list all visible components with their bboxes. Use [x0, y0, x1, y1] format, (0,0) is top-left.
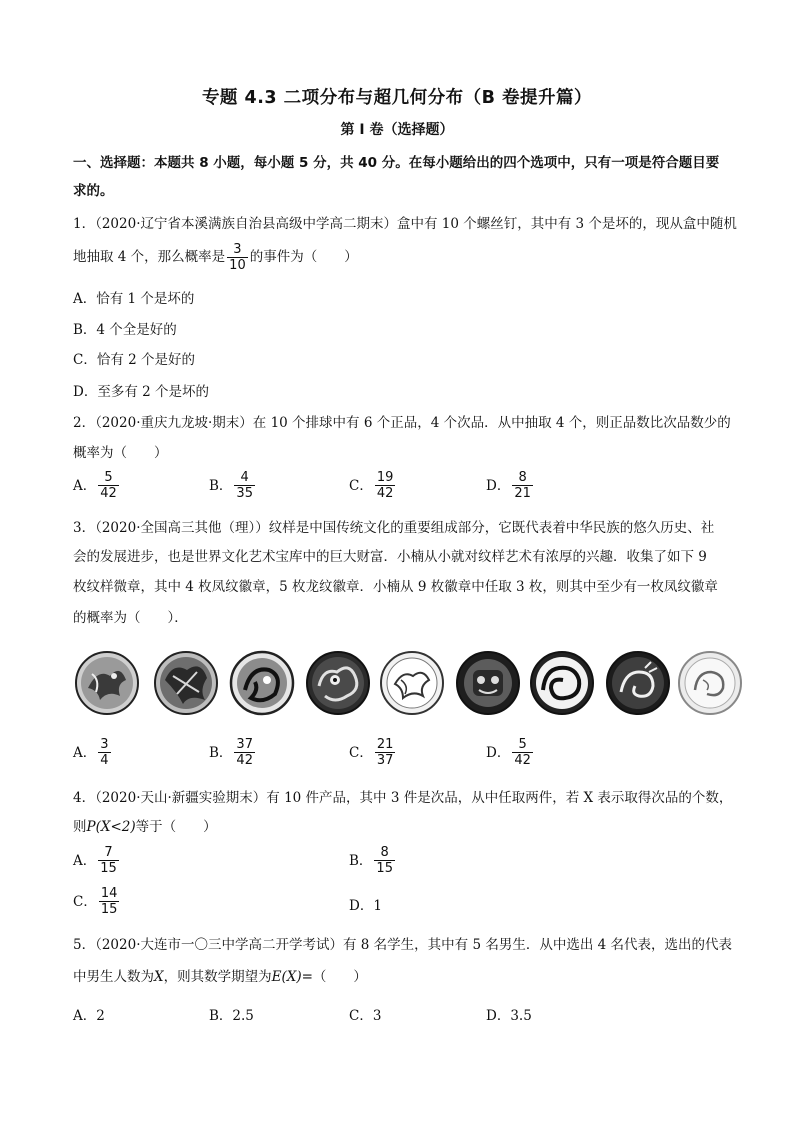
q3-option-b-den: 42: [236, 753, 253, 768]
q5-option-d: D．3.5: [486, 1008, 532, 1024]
q4-option-b-den: 15: [376, 861, 393, 876]
q3-stem-line3: 枚纹样微章，其中 4 枚凤纹徽章，5 枚龙纹徽章．小楠从 9 枚徽章中任取 3 枚，则其中至少有一枚凤纹徽章: [73, 579, 718, 595]
q5-stem-post: =（ ）: [301, 969, 367, 985]
q4-option-b-fraction: [374, 845, 395, 876]
q2-option-b-fraction: [234, 470, 255, 501]
section-subtitle: 第 I 卷（选择题）: [340, 122, 454, 138]
q3-option-b-fraction: [234, 737, 255, 768]
q1-stem-line2: [73, 242, 358, 273]
q2-option-c-fraction: [375, 470, 396, 501]
q5-stem-var: X: [154, 969, 164, 985]
section-instructions-line1: 一、选择题：本题共 8 小题，每小题 5 分，共 40 分。在每小题给出的四个选项中，只有一项是符合题目要: [73, 155, 720, 171]
q2-option-a-den: 42: [100, 486, 117, 501]
q1-fraction: [227, 242, 248, 273]
q3-option-d-label: D．: [486, 744, 511, 761]
q3-option-c-fraction: [375, 737, 396, 768]
phoenix-coin-4: [379, 650, 445, 716]
q2-stem-line2: 概率为（ ）: [73, 445, 168, 461]
q2-option-a-num: 5: [98, 470, 119, 486]
dragon-coin-2: [455, 650, 521, 716]
q2-option-c: [349, 470, 397, 501]
q4-option-a: [73, 845, 121, 876]
q1-stem-line1: 1．（2020·辽宁省本溪满族自治县高级中学高二期末）盒中有 10 个螺丝钉，其中有 3 个是坏的，现从盒中随机: [73, 216, 737, 232]
q4-option-c: [73, 886, 121, 917]
q2-option-d: [486, 470, 535, 501]
q4-option-c-label: C．: [73, 893, 97, 910]
q5-stem-line2: [73, 967, 367, 987]
q1-stem-post: 的事件为（ ）: [249, 249, 358, 265]
q3-option-b: [209, 737, 257, 768]
q2-option-d-den: 21: [514, 486, 531, 501]
q3-option-a-label: A．: [73, 744, 97, 761]
q2-option-d-num: 8: [512, 470, 533, 486]
q2-option-c-num: 19: [376, 470, 394, 485]
badge-images-row: [74, 650, 714, 718]
q4-option-a-label: A．: [73, 852, 97, 869]
q1-stem-pre: 地抽取 4 个，那么概率是: [73, 249, 226, 265]
q4-option-c-fraction: [99, 886, 120, 917]
q3-option-b-num: 37: [236, 737, 253, 752]
dragon-coin-4: [605, 650, 671, 716]
q4-stem-math: P(X<2): [86, 819, 136, 835]
q3-option-a-fraction: [98, 737, 110, 768]
q5-stem-math: E(X): [271, 969, 302, 985]
q3-option-d-num: 5: [512, 737, 533, 753]
q3-option-d-den: 42: [514, 753, 531, 768]
q4-option-d-label: D．: [349, 898, 374, 914]
dragon-coin-1: [305, 650, 371, 716]
q5-stem-line1: 5．（2020·大连市一〇三中学高二开学考试）有 8 名学生，其中有 5 名男生．从中选出 4 名代表，选出的代表: [73, 937, 733, 953]
q3-option-d: [486, 737, 535, 768]
q2-option-b-label: B．: [209, 477, 233, 494]
q5-option-c: C．3: [349, 1008, 382, 1024]
phoenix-coin-3: [229, 650, 295, 716]
q4-option-d-value: 1: [373, 898, 382, 914]
q3-option-b-label: B．: [209, 744, 233, 761]
q2-option-c-label: C．: [349, 477, 373, 494]
q5-stem-pre: 中男生人数为: [73, 969, 154, 985]
q3-option-c-label: C．: [349, 744, 373, 761]
q2-option-b-num: 4: [234, 470, 255, 486]
q4-option-c-den: 15: [100, 902, 118, 917]
q2-option-a: [73, 470, 121, 501]
q2-stem-line1: 2．（2020·重庆九龙坡·期末）在 10 个排球中有 6 个正品，4 个次品．从中抽取 4 个，则正品数比次品数少的: [73, 415, 731, 431]
q2-option-d-label: D．: [486, 477, 511, 494]
q3-option-c: [349, 737, 397, 768]
q3-stem-line2: 会的发展进步，也是世界文化艺术宝库中的巨大财富．小楠从小就对纹样艺术有浓厚的兴趣．收集了如下 9: [73, 549, 707, 565]
q2-option-b-den: 35: [236, 486, 253, 501]
q1-option-c: C．恰有 2 个是好的: [73, 352, 196, 368]
q4-stem-post: 等于（ ）: [135, 819, 217, 835]
q2-option-c-den: 42: [376, 486, 394, 501]
document-title: 专题 4.3 二项分布与超几何分布（B 卷提升篇）: [201, 88, 593, 108]
q1-fraction-denominator: 10: [229, 258, 246, 273]
phoenix-coin-2: [153, 650, 219, 716]
q5-option-b: B．2.5: [209, 1008, 254, 1024]
q3-stem-line4: 的概率为（ ）．: [73, 610, 188, 626]
q1-fraction-numerator: 3: [227, 242, 248, 258]
q3-option-c-den: 37: [376, 753, 394, 768]
dragon-coin-5: [677, 650, 743, 716]
q4-option-a-num: 7: [98, 845, 119, 861]
q3-option-a: [73, 737, 113, 768]
q4-option-d: [349, 896, 382, 916]
q1-option-b: B．4 个全是好的: [73, 322, 177, 338]
q1-option-a: A．恰有 1 个是坏的: [73, 291, 195, 307]
q4-stem-line2: [73, 817, 217, 837]
q4-stem-line1: 4．（2020·天山·新疆实验期末）有 10 件产品，其中 3 件是次品，从中任取两件，若 X 表示取得次品的个数，: [73, 790, 733, 806]
q4-stem-pre: 则: [73, 819, 87, 835]
q2-option-a-fraction: [98, 470, 119, 501]
q4-option-b-label: B．: [349, 852, 373, 869]
q3-option-d-fraction: [512, 737, 533, 768]
q1-option-d: D．至多有 2 个是坏的: [73, 384, 209, 400]
phoenix-coin-1: [74, 650, 140, 716]
q5-option-a: A．2: [73, 1008, 105, 1024]
q4-option-a-den: 15: [100, 861, 117, 876]
q4-option-c-num: 14: [100, 886, 118, 901]
q3-option-c-num: 21: [376, 737, 394, 752]
q4-option-a-fraction: [98, 845, 119, 876]
dragon-coin-3: [529, 650, 595, 716]
q4-option-b: [349, 845, 397, 876]
q2-option-b: [209, 470, 257, 501]
q4-option-b-num: 8: [374, 845, 395, 861]
q3-option-a-den: 4: [100, 753, 109, 768]
q2-option-d-fraction: [512, 470, 533, 501]
q3-option-a-num: 3: [100, 737, 109, 752]
q5-stem-mid: ，则其数学期望为: [163, 969, 272, 985]
q2-option-a-label: A．: [73, 477, 97, 494]
section-instructions-line2: 求的。: [73, 183, 114, 199]
q3-stem-line1: 3．（2020·全国高三其他（理））纹样是中国传统文化的重要组成部分，它既代表着中华民族的悠久历史、社: [73, 520, 715, 536]
